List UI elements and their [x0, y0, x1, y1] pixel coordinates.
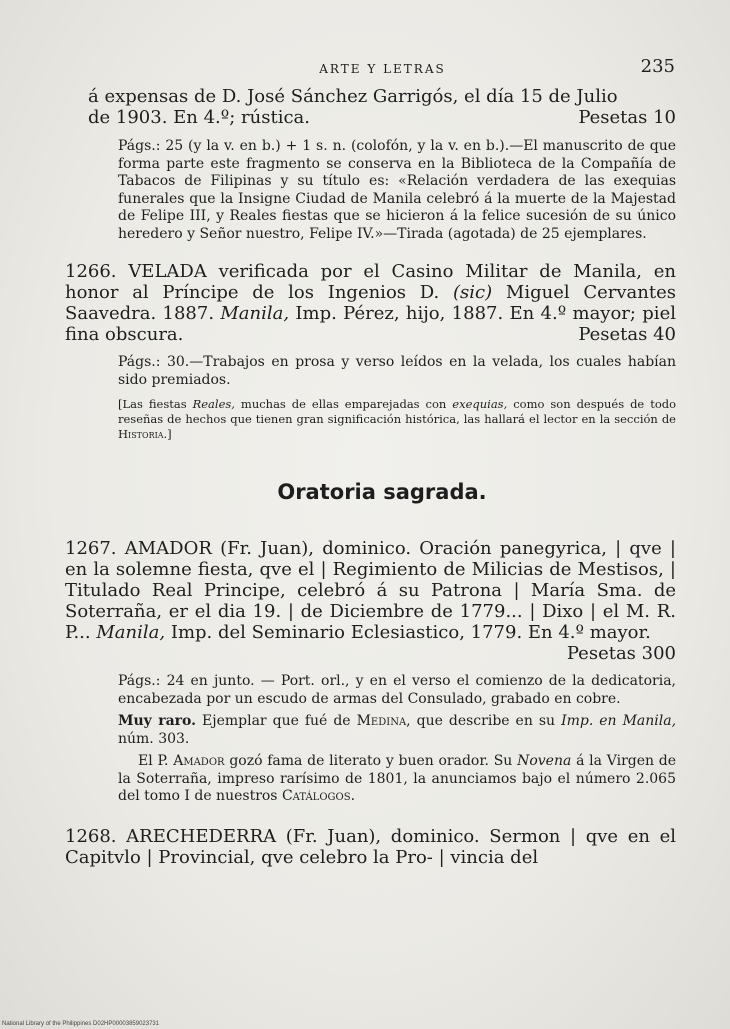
- entry-note: [65, 753, 676, 806]
- entry-1268: [65, 826, 676, 868]
- entry-text: [65, 538, 676, 664]
- entry-text: [65, 261, 676, 345]
- entry-note: Págs.: 25 (y la v. en b.) + 1 s. n. (colofón, y la v. en b.).—El manuscrito de que forma parte este fragmento se conserva en la Biblioteca de la Compañía de Tabacos de Filipinas y su título es: «Relación verdadera de las exequias funerales que la Insigne Ciudad de Manila celebró á la muerte de la Majestad de Felipe III, y Reales fiestas que se hicieron á la felice sucesión de su único heredero y Señor nuestro, Felipe IV.»—Tirada (agotada) de 25 ejemplares.: [118, 138, 676, 242]
- note-smallcaps: Amador: [173, 753, 225, 769]
- entry-text: [65, 826, 676, 868]
- editor-remark: [65, 397, 676, 442]
- note-smallcaps: Medina,: [356, 713, 411, 729]
- imprint: Imp. del Seminario Eclesiastico, 1779. En 4.º mayor.: [170, 622, 651, 643]
- note-part: Ejemplar que fué de: [202, 713, 351, 729]
- entry-continuation: [88, 86, 676, 243]
- note-part: á la Virgen de la Soterraña, impreso rarísimo de 1801, la anunciamos bajo el número 2.065 del tomo I de nuestros: [118, 753, 677, 804]
- entry-title: VELADA verificada por el Casino Militar de Manila, en honor al Príncipe de los Ingenios D.: [65, 261, 676, 303]
- remark-italic: exequias,: [452, 397, 508, 411]
- note-part: El P.: [138, 753, 169, 769]
- rarity-label: Muy raro.: [118, 713, 197, 729]
- city: Manila,: [220, 303, 290, 324]
- remark-italic: Reales,: [192, 397, 235, 411]
- price: Pesetas 300: [566, 643, 676, 664]
- note-italic: Novena: [517, 753, 572, 769]
- entry-number: 1266.: [65, 261, 117, 282]
- entry-1267: [65, 538, 676, 806]
- remark-part: como son después de todo reseñas de hechos que tienen gran significación histórica, las hallará el lector en la sección de: [118, 397, 677, 426]
- entry-note: Págs.: 24 en junto. — Port. orl., y en el verso el comienzo de la dedicatoria, encabezada por un escudo de armas del Consulado, grabado en cobre.: [118, 673, 676, 707]
- footer-credit: National Library of the Philippines D02HP00003859023731: [2, 1021, 160, 1027]
- sic-mark: (sic): [453, 282, 493, 303]
- imprint: Imp. Pérez, hijo, 1887. En 4.º mayor; piel fina obscura.: [65, 303, 676, 345]
- price: Pesetas 40: [578, 324, 676, 345]
- note-part: que describe en su: [416, 713, 556, 729]
- page-content: [65, 86, 677, 868]
- remark-part: muchas de ellas emparejadas con: [240, 397, 447, 411]
- page-number: 235: [640, 56, 675, 77]
- entry-number: 1267.: [65, 538, 117, 559]
- note-smallcaps: Catálogos: [281, 788, 351, 804]
- entry-note: Págs.: 30.—Trabajos en prosa y verso leídos en la velada, los cuales habían sido premiados.: [118, 354, 676, 388]
- remark-end: .]: [163, 427, 172, 441]
- entry-note: [65, 713, 676, 748]
- city: Manila,: [96, 622, 166, 643]
- price: Pesetas 10: [578, 107, 676, 128]
- remark-part: [Las fiestas: [118, 397, 187, 411]
- continuation-line2: [88, 107, 676, 128]
- entry-1266: [65, 261, 676, 442]
- continuation-line1: á expensas de D. José Sánchez Garrigós, el día 15 de Julio: [88, 86, 618, 107]
- note-part: gozó fama de literato y buen orador. Su: [229, 753, 513, 769]
- entry-title-cont: Miguel Cervantes Saavedra. 1887.: [65, 282, 676, 324]
- note-end: .: [350, 788, 356, 804]
- page-header: [90, 56, 675, 80]
- note-italic: Imp. en Manila,: [561, 713, 677, 729]
- section-title: Oratoria sagrada.: [277, 480, 487, 504]
- entry-title: AMADOR (Fr. Juan), dominico. Oración panegyrica, | qve | en la solemne fiesta, qve el | Regimiento de Milicias de Mestisos, | Titulado Real Principe, celebró á su Patrona | María Sma. de Soterraña, er el dia 19. | de Diciembre de 1779... | Dixo | el M. R. P...: [65, 538, 676, 643]
- entry-number: 1268.: [65, 825, 117, 847]
- entry-title: ARECHEDERRA (Fr. Juan), dominico. Sermon | qve en el Capitvlo | Provincial, qve celebro la Pro- | vincia del: [65, 825, 676, 868]
- running-head: ARTE Y LETRAS: [319, 62, 446, 76]
- note-part: núm. 303.: [118, 730, 190, 747]
- remark-smallcaps: Historia: [118, 427, 164, 441]
- continuation-line2-text: de 1903. En 4.º; rústica.: [88, 107, 310, 128]
